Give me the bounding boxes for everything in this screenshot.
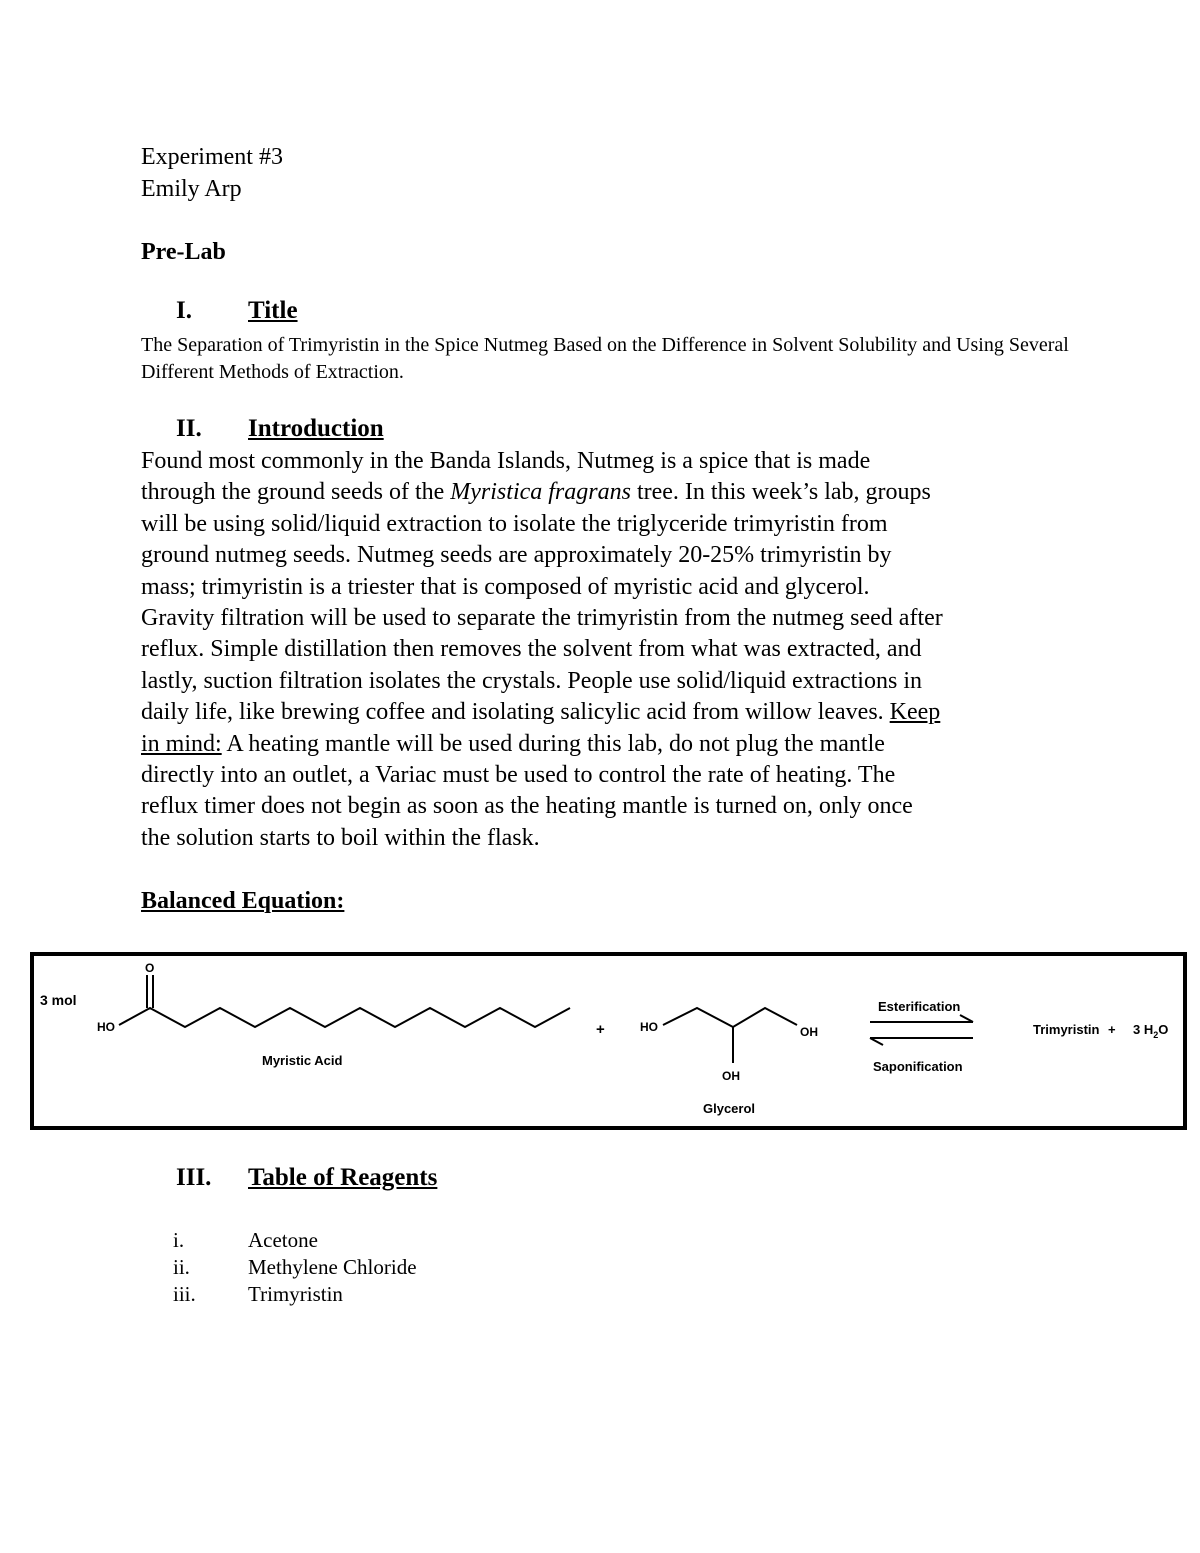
reagent-name: Methylene Chloride <box>248 1255 417 1279</box>
keep-in-mind-label: in mind: <box>141 730 222 757</box>
intro-line: reflux. Simple distillation then removes the solvent from what was extracted, and <box>141 636 922 663</box>
intro-line: lastly, suction filtration isolates the crystals. People use solid/liquid extractions in <box>141 667 922 694</box>
saponification-label: Saponification <box>873 1059 963 1074</box>
water-coefficient: 3 H <box>1133 1022 1154 1037</box>
forward-arrow-head <box>960 1015 973 1022</box>
intro-line: directly into an outlet, a Variac must be used to control the rate of heating. The <box>141 762 896 789</box>
intro-text: tree. In this week’s lab, groups <box>630 479 931 506</box>
list-item <box>173 1227 417 1254</box>
coefficient-label: 3 mol <box>40 992 77 1008</box>
plus-sign: + <box>596 1021 605 1038</box>
intro-text: daily life, like brewing coffee and isolating salicylic acid from willow leaves. <box>141 699 890 726</box>
list-item-number: ii. <box>173 1255 190 1279</box>
myristic-acid-chain <box>119 1008 570 1027</box>
intro-text: through the ground seeds of the <box>141 479 451 506</box>
section-title-numeral: I. <box>176 297 192 324</box>
list-item-number: iii. <box>173 1282 196 1306</box>
keep-in-mind-label: Keep <box>889 699 941 726</box>
water-subscript: 2 <box>1153 1030 1159 1040</box>
intro-line: ground nutmeg seeds. Nutmeg seeds are approximately 20-25% trimyristin by <box>141 542 892 569</box>
glycerol-hydroxyl-left: HO <box>640 1020 658 1034</box>
glycerol-label: Glycerol <box>703 1101 756 1116</box>
intro-line: Gravity filtration will be used to separate the trimyristin from the nutmeg seed after <box>141 605 943 632</box>
acid-hydroxyl: HO <box>97 1020 115 1034</box>
species-name: Myristica fragrans <box>450 479 631 506</box>
list-item <box>173 1254 417 1281</box>
section-reagents-numeral: III. <box>176 1164 212 1191</box>
water-oxygen: O <box>1158 1022 1169 1037</box>
product-plus-sign: + <box>1108 1022 1116 1037</box>
balanced-equation-heading: Balanced Equation: <box>141 888 345 914</box>
reagent-name: Trimyristin <box>248 1282 343 1306</box>
section-title-heading: Title <box>248 297 298 324</box>
water-product <box>1133 1022 1168 1040</box>
experiment-title-text: The Separation of Trimyristin in the Spice Nutmeg Based on the Difference in Solvent Solubility and Using Several Different Methods of Extraction. <box>141 334 1069 383</box>
reagent-name: Acetone <box>248 1228 318 1252</box>
intro-line: will be using solid/liquid extraction to isolate the triglyceride trimyristin from <box>141 510 888 537</box>
equation-frame <box>32 954 1185 1128</box>
glycerol-hydroxyl-right: OH <box>800 1025 818 1039</box>
reverse-arrow-head <box>870 1038 883 1045</box>
prelab-label: Pre-Lab <box>141 239 226 265</box>
glycerol-chain <box>663 1008 797 1027</box>
esterification-label: Esterification <box>878 999 961 1014</box>
intro-line: Found most commonly in the Banda Islands, Nutmeg is a spice that is made <box>141 448 871 474</box>
glycerol-hydroxyl-bottom: OH <box>722 1069 740 1083</box>
reagents-list <box>173 1227 417 1308</box>
list-item-number: i. <box>173 1228 185 1252</box>
experiment-number: Experiment #3 <box>141 144 283 170</box>
intro-line: the solution starts to boil within the flask. <box>141 824 540 851</box>
intro-line: mass; trimyristin is a triester that is composed of myristic acid and glycerol. <box>141 573 870 600</box>
section-reagents-heading: Table of Reagents <box>248 1164 438 1191</box>
myristic-acid-label: Myristic Acid <box>262 1053 343 1068</box>
section-intro-numeral: II. <box>176 415 202 442</box>
author-name: Emily Arp <box>141 176 242 202</box>
intro-text: A heating mantle will be used during this lab, do not plug the mantle <box>221 730 885 757</box>
intro-line: reflux timer does not begin as soon as the heating mantle is turned on, only once <box>141 793 913 820</box>
trimyristin-product: Trimyristin <box>1033 1022 1100 1037</box>
list-item <box>173 1281 417 1308</box>
section-intro-heading: Introduction <box>248 415 384 442</box>
carbonyl-oxygen: O <box>145 961 155 975</box>
